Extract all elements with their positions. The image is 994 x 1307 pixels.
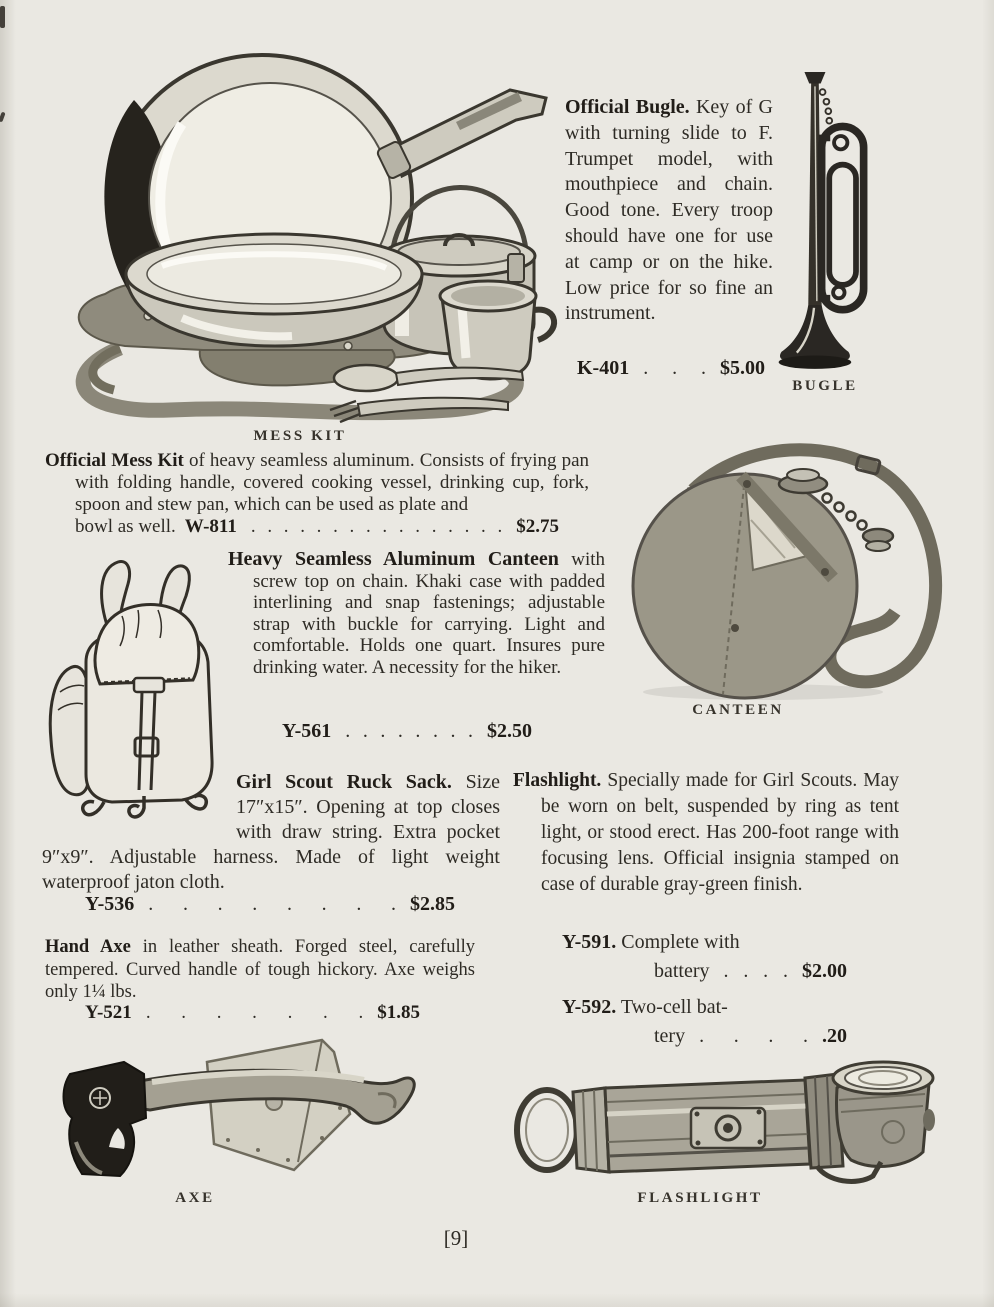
hand-axe-description [45,936,475,1004]
canteen-price-line [282,720,532,743]
bugle-description [565,95,773,327]
flashlight-item-2 [562,993,847,1051]
ruck-sack-price-line [85,893,455,916]
canteen-body: with screw top on chain. Khaki case with padded interlining and snap fastenings; adjustable strap with buckle for carrying. Light and comfortable. Holds one quart. Insures pure drinking water. A necessity for the hiker. [253,549,605,678]
flashlight-description [513,768,899,898]
item-code: Y-536 [85,893,135,915]
ruck-sack-body: Size 17″x15″. Opening at top closes with draw string. Extra pocket 9″x9″. Adjustable harness. Made of light weight waterproof jaton cloth. [42,771,500,893]
item-code: Y-561 [282,720,332,742]
text-wrap-spacer [42,770,236,822]
item-code: Y-591. [562,931,617,953]
axe-caption: AXE [175,1190,215,1206]
mess-kit-body-tail: bowl as well. [75,516,176,537]
dotted-leader: . . . . . . . . [345,720,473,742]
canteen-description [228,549,605,679]
item-code: W-811 [184,516,237,537]
print-speck [0,6,5,28]
print-speck [0,112,6,123]
item-code: Y-592. [562,996,617,1018]
flashlight-illustration [505,1048,965,1193]
canteen-caption: CANTEEN [692,702,784,718]
hand-axe-price-line [85,1002,420,1024]
price: $1.85 [377,1002,420,1023]
dotted-leader: . . . . [699,1025,808,1047]
hand-axe-lead: Hand Axe [45,937,131,957]
item-desc-tail: tery [654,1025,686,1047]
bugle-body: Key of G with turning slide to F. Trumpet model, with mouthpiece and chain. Good tone. Every troop should have one for use at camp or on the hike. Low price for so fine an instrument. [565,96,773,325]
mess-kit-price-line [75,516,559,538]
bugle-illustration [772,62,877,378]
axe-illustration [32,1022,447,1192]
price: $2.85 [410,893,455,915]
flashlight-item-1 [562,928,847,986]
price: $2.50 [487,720,532,742]
bugle-lead: Official Bugle. [565,96,690,118]
item-desc: Two-cell bat- [620,996,728,1018]
dotted-leader: . . . . . . . [145,1002,364,1023]
flashlight-body: Specially made for Girl Scouts. May be worn on belt, suspended by ring as tent light, or stood erect. Has 200-foot range with focusing lens. Official insignia stamped on case of durable gray-green finish. [541,770,899,895]
mess-kit-illustration [30,26,560,428]
mess-kit-description [45,450,589,515]
dotted-leader: . . . . . . . . . . . . . . . . [250,516,503,537]
item-desc: Complete with [621,931,740,953]
mess-kit-body: of heavy seamless aluminum. Consists of frying pan with folding handle, covered cooking vessel, drinking cup, fork, spoon and stew pan, which can be used as plate and [75,450,590,515]
item-code: Y-521 [85,1002,132,1023]
dotted-leader: . . . [643,357,706,379]
dotted-leader: . . . . . . . . [148,893,396,915]
bugle-caption: BUGLE [792,378,858,394]
flashlight-caption: FLASHLIGHT [637,1190,763,1206]
mess-kit-lead: Official Mess Kit [45,450,184,471]
canteen-lead: Heavy Seamless Aluminum Canteen [228,548,559,570]
dotted-leader: . . . . [723,960,788,982]
canteen-illustration [595,428,965,706]
page-number: [9] [443,1226,469,1250]
price: .20 [822,1025,847,1047]
ruck-sack-lead: Girl Scout Ruck Sack. [236,771,452,793]
bugle-price-line [577,357,765,380]
price: $2.00 [802,960,847,982]
ruck-sack-description [42,770,500,895]
flashlight-lead: Flashlight. [513,770,602,791]
item-desc-tail: battery [654,960,710,982]
hand-axe-body: in leather sheath. Forged steel, carefully tempered. Curved handle of tough hickory. Axe weighs only 1¼ lbs. [45,937,475,1002]
price: $5.00 [720,357,765,379]
mess-kit-caption: MESS KIT [253,428,347,444]
price: $2.75 [516,516,559,537]
item-code: K-401 [577,357,630,379]
